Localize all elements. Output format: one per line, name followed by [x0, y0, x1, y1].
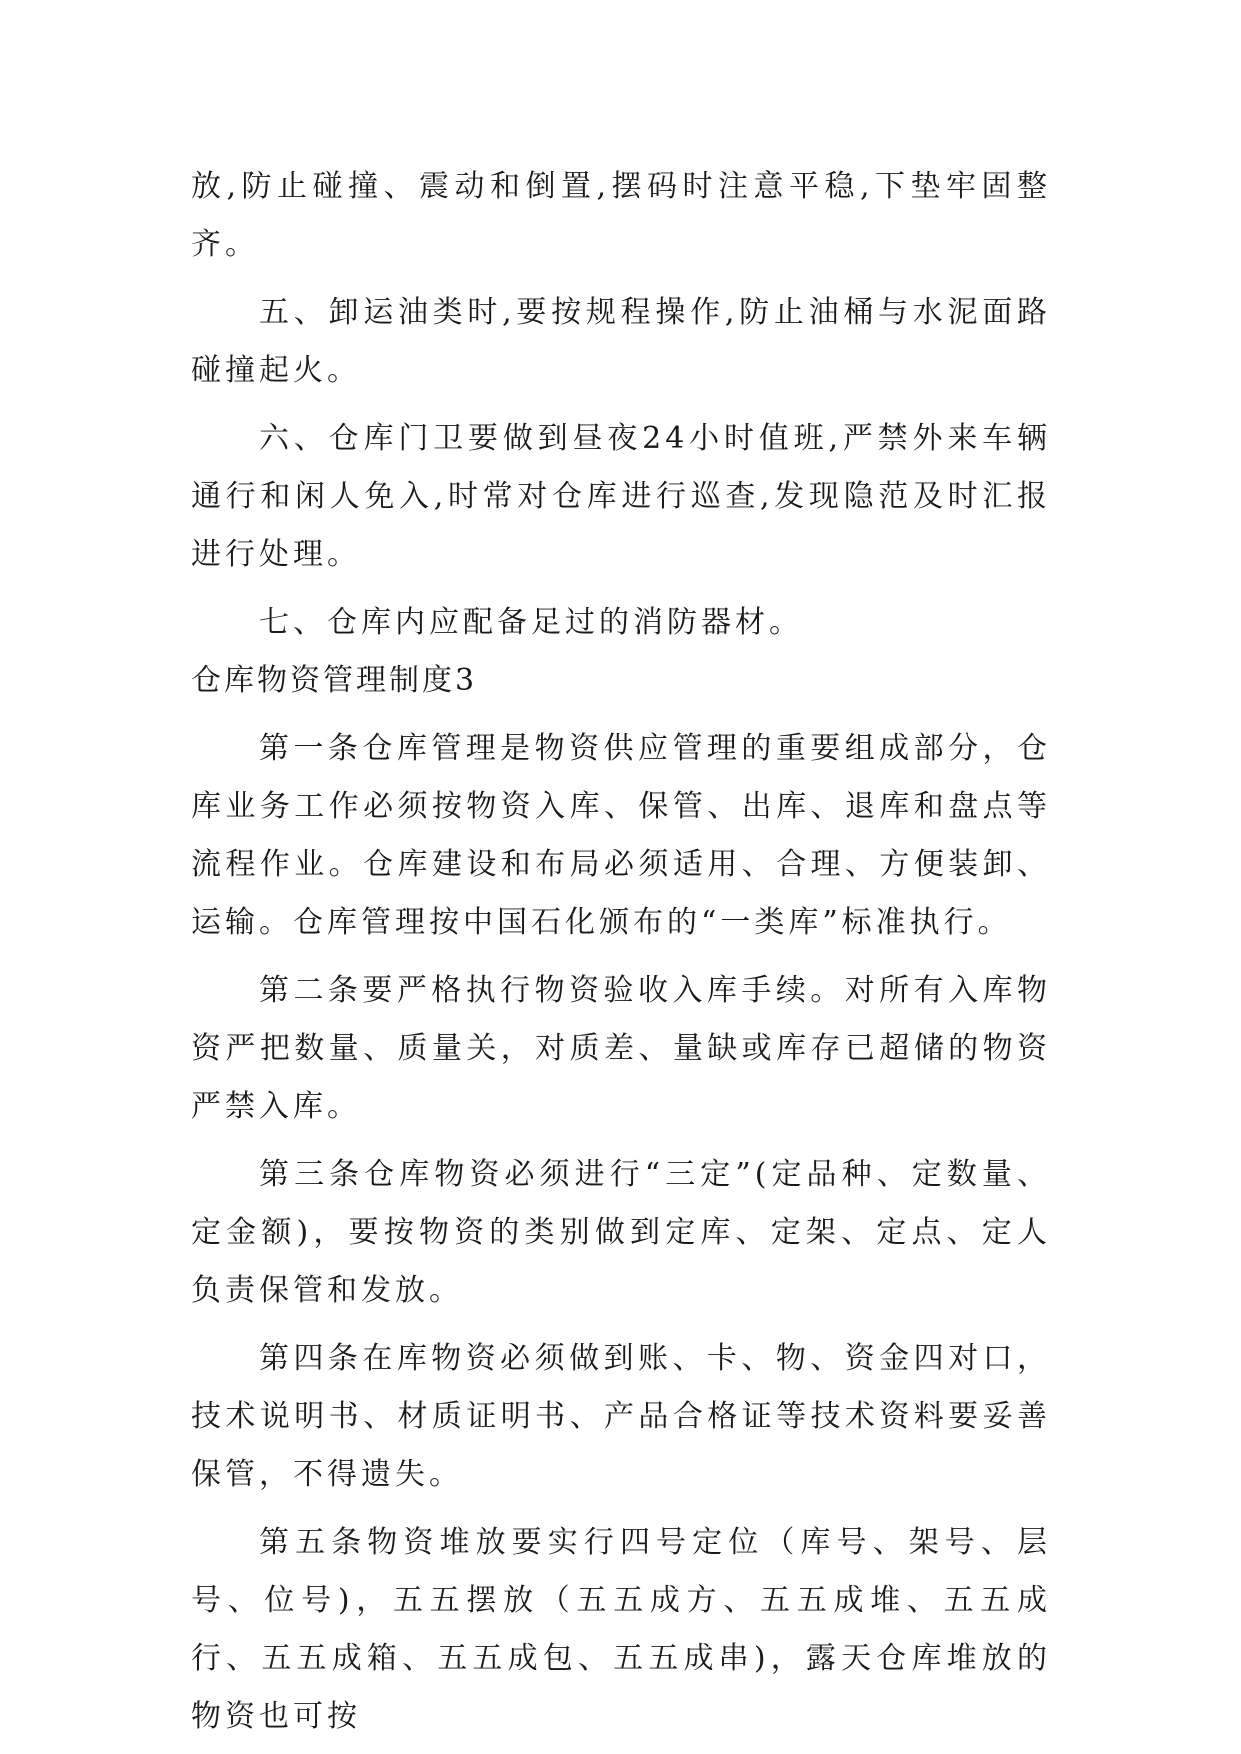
paragraph-continuation: 放,防止碰撞、震动和倒置,摆码时注意平稳,下垫牢固整齐。 — [191, 169, 1051, 262]
article-2: 第二条要严格执行物资验收入库手续。对所有入库物资严把数量、质量关，对质差、量缺或库存已超储的物资严禁入库。 — [191, 973, 1051, 1124]
document-page — [191, 158, 1051, 1746]
article-4: 第四条在库物资必须做到账、卡、物、资金四对口，技术说明书、材质证明书、产品合格证等技术资料要妥善保管，不得遗失。 — [191, 1341, 1051, 1492]
article-1: 第一条仓库管理是物资供应管理的重要组成部分，仓库业务工作必须按物资入库、保管、出库、退库和盘点等流程作业。仓库建设和布局必须适用、合理、方便装卸、运输。仓库管理按中国石化颁布的“一类库”标准执行。 — [191, 731, 1051, 940]
paragraph-item-7: 七、仓库内应配备足过的消防器材。 — [259, 605, 803, 640]
article-3: 第三条仓库物资必须进行“三定”(定品种、定数量、定金额)，要按物资的类别做到定库、定架、定点、定人负责保管和发放。 — [191, 1157, 1051, 1308]
section-title: 仓库物资管理制度3 — [191, 663, 478, 698]
article-5: 第五条物资堆放要实行四号定位（库号、架号、层号、位号)，五五摆放（五五成方、五五成堆、五五成行、五五成箱、五五成包、五五成串)，露天仓库堆放的物资也可按 — [191, 1525, 1051, 1734]
paragraph-item-5: 五、卸运油类时,要按规程操作,防止油桶与水泥面路碰撞起火。 — [191, 295, 1051, 388]
paragraph-item-6: 六、仓库门卫要做到昼夜24小时值班,严禁外来车辆通行和闲人免入,时常对仓库进行巡查,发现隐范及时汇报进行处理。 — [191, 421, 1051, 572]
